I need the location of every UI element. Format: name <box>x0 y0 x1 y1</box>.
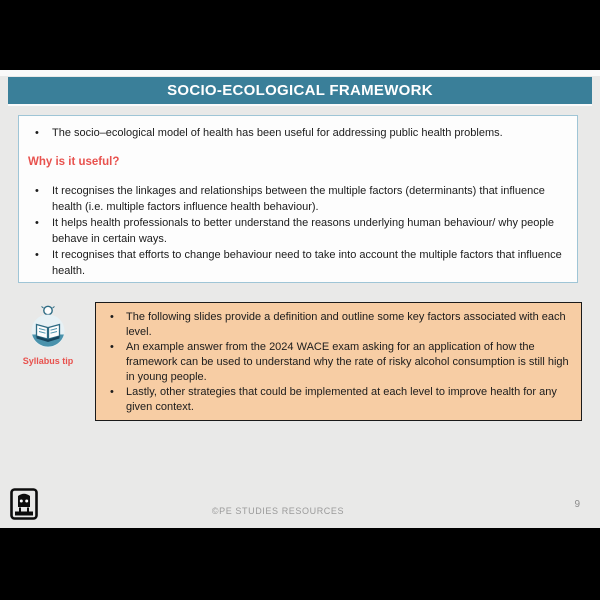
syllabus-tip-label: Syllabus tip <box>22 356 74 366</box>
tip-bullet-3: • Lastly, other strategies that could be implemented at each level to improve health for any given context. <box>102 385 571 415</box>
main-bullet-3: • It recognises that efforts to change behaviour need to take into account the multiple factors that influence health. <box>27 247 563 279</box>
slide-title: SOCIO-ECOLOGICAL FRAMEWORK <box>167 82 433 99</box>
slide-canvas <box>0 70 600 528</box>
main-bullet-1: • It recognises the linkages and relationships between the multiple factors (determinants) that influence health (i.e. multiple factors influence health behaviour). <box>27 183 563 215</box>
tip-content-box <box>95 302 582 421</box>
tip-bullet-2: • An example answer from the 2024 WACE exam asking for an application of how the framework can be used to understand why the rate of risky alcohol consumption is still high in young people. <box>102 340 571 385</box>
main-content-box <box>18 115 578 283</box>
title-banner <box>8 77 592 104</box>
main-bullet-2: • It helps health professionals to better understand the reasons underlying human behaviour/ why people behave in certain ways. <box>27 215 563 247</box>
page-number: 9 <box>574 499 580 510</box>
copyright-text: ©PE STUDIES RESOURCES <box>211 506 345 516</box>
slide-top-edge <box>0 70 600 76</box>
tip-bullet-1: • The following slides provide a definition and outline some key factors associated with each level. <box>102 310 571 340</box>
intro-bullet: • The socio–ecological model of health has been useful for addressing public health problems. <box>27 125 563 141</box>
book-lightbulb-icon <box>26 303 70 355</box>
why-useful-heading: Why is it useful? <box>28 156 120 168</box>
syllabus-tip-badge <box>18 303 78 366</box>
